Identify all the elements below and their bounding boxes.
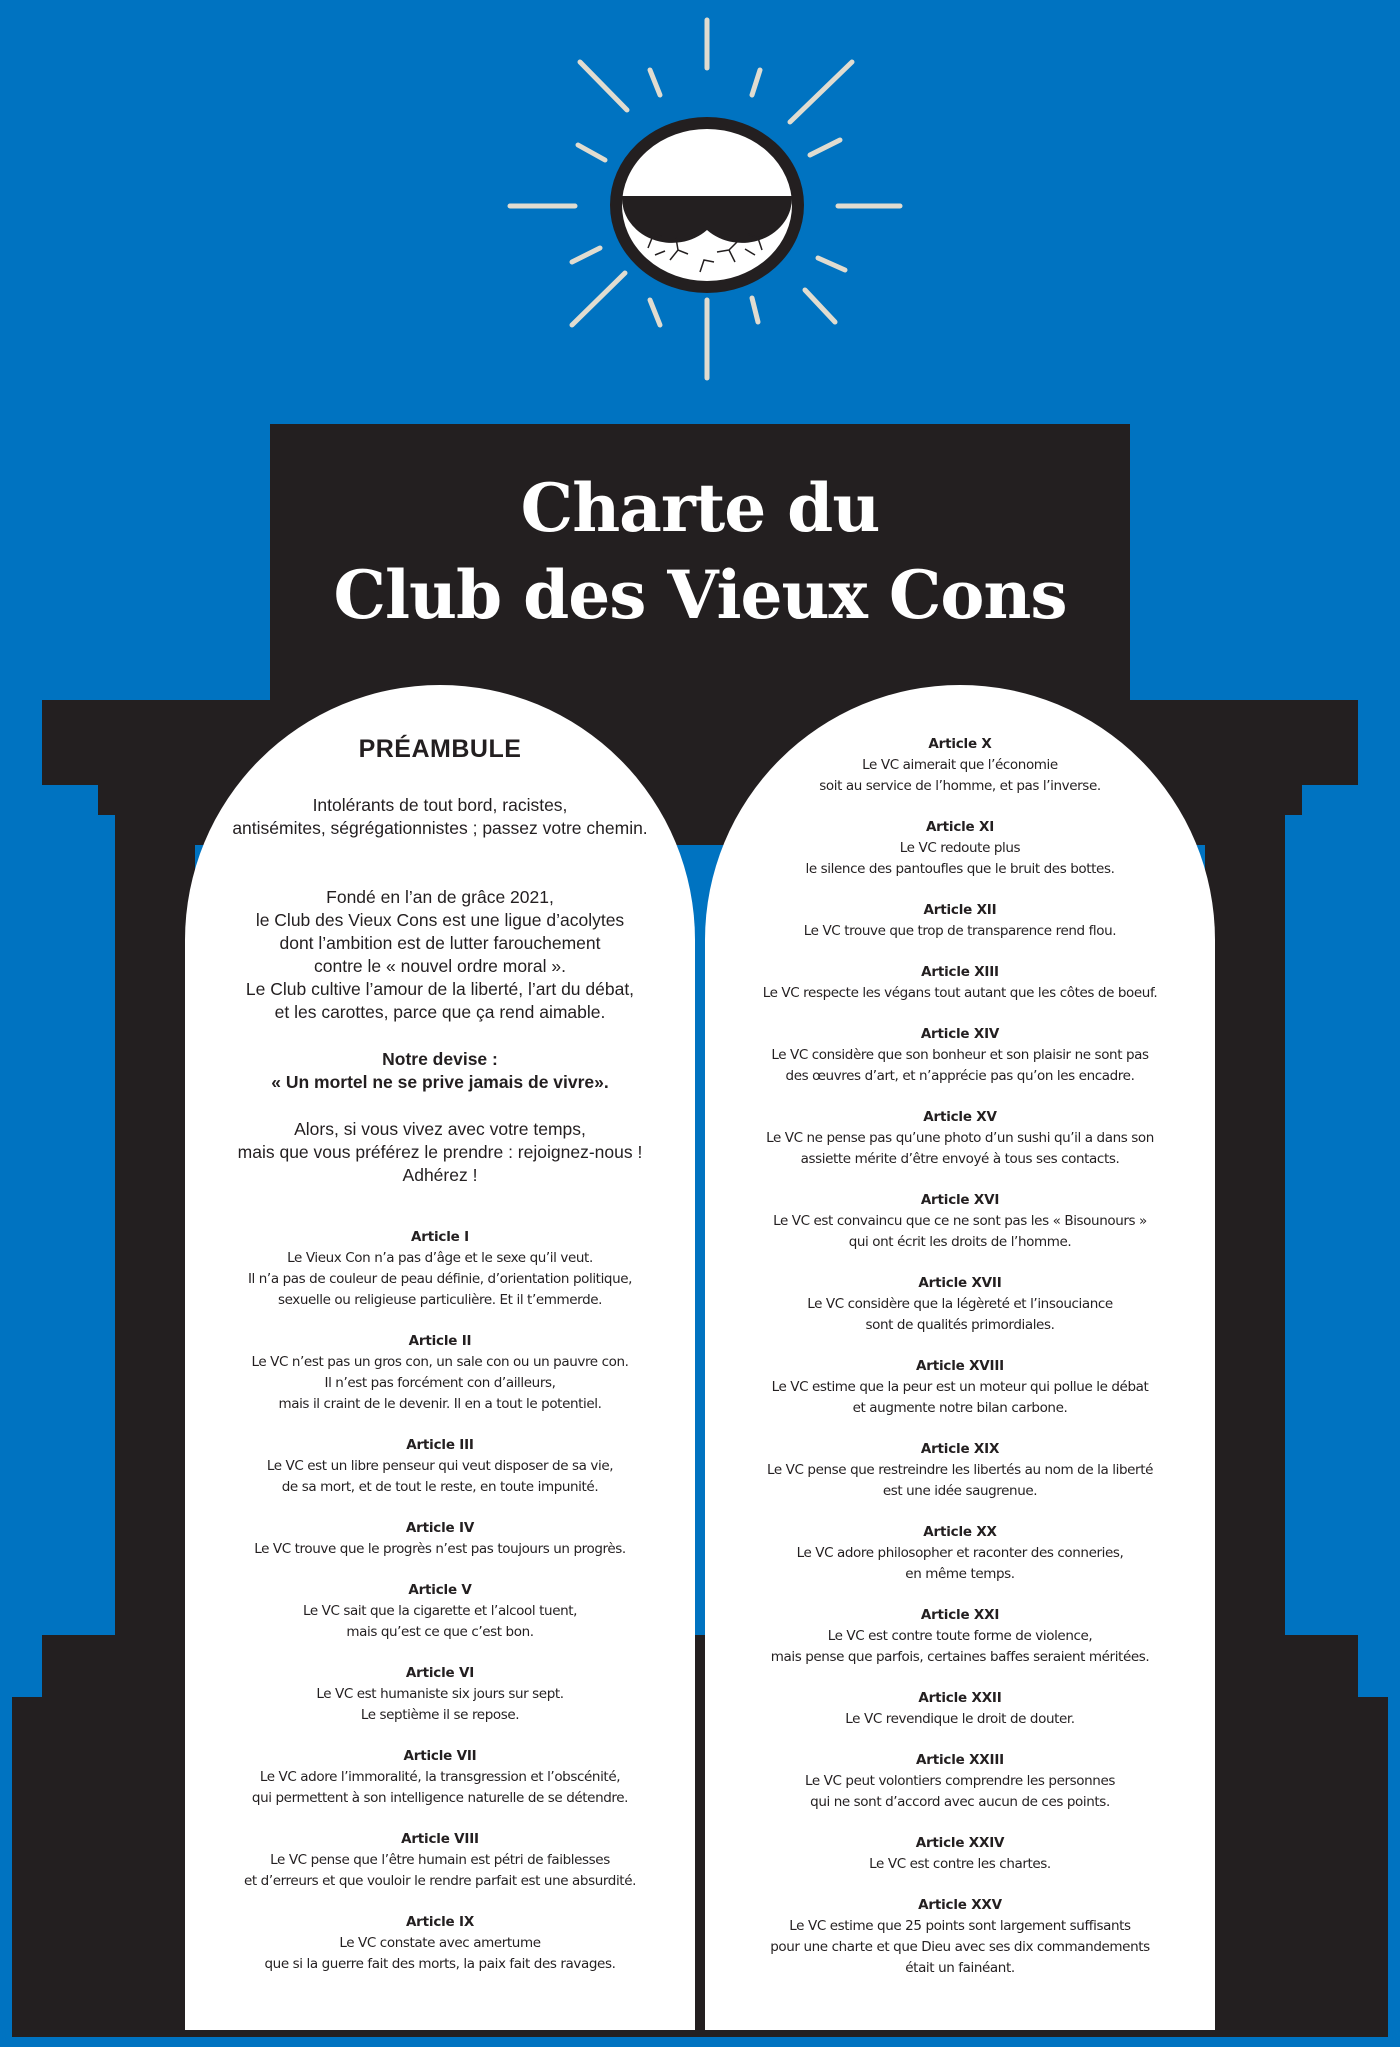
article-name: Article XVII [918,1275,1002,1291]
page-title-line2: Club des Vieux Cons [333,556,1067,634]
article-item [185,1912,695,1975]
article-item [705,1024,1215,1087]
article-text: Le VC estime que 25 points sont largement suffisants pour une charte et que Dieu avec ses dix commandements était un fainéant. [770,1918,1150,1976]
article-name: Article XVI [920,1192,1000,1208]
preamble-motto: Notre devise : « Un mortel ne se prive jamais de vivre». [271,1049,609,1092]
article-text: Le VC trouve que trop de transparence rend flou. [803,923,1117,939]
article-item [705,1356,1215,1419]
article-text: Le VC revendique le droit de douter. [845,1711,1075,1727]
article-text: Le Vieux Con n’a pas d’âge et le sexe qu’il veut. Il n’a pas de couleur de peau définie, d’orientation politique, sexuelle ou religieuse particulière. Et il t’emmerde. [247,1250,633,1308]
article-text: Le VC pense que restreindre les libertés au nom de la liberté est une idée saugrenue. [766,1462,1153,1499]
preamble-panel [185,735,695,1995]
article-item [705,817,1215,880]
article-name: Article I [411,1229,469,1245]
article-text: Le VC peut volontiers comprendre les personnes qui ne sont d’accord avec aucun de ces points. [805,1773,1115,1810]
article-text: Le VC est contre toute forme de violence, mais pense que parfois, certaines baffes seraient méritées. [770,1628,1150,1665]
article-text: Le VC redoute plus le silence des pantoufles que le bruit des bottes. [805,840,1115,877]
article-name: Article XII [923,902,997,918]
article-text: Le VC sait que la cigarette et l’alcool tuent, mais qu’est ce que c’est bon. [302,1603,578,1640]
article-name: Article III [406,1437,474,1453]
articles-panel-right [705,734,1215,1999]
article-item [185,1580,695,1643]
article-name: Article XX [923,1524,997,1540]
article-text: Le VC n’est pas un gros con, un sale con ou un pauvre con. Il n’est pas forcément con d’ailleurs, mais il craint de le devenir. Il en a tout le potentiel. [251,1354,629,1412]
article-text: Le VC considère que son bonheur et son plaisir ne sont pas des œuvres d’art, et n’apprécie pas qu’on les encadre. [771,1047,1149,1084]
article-item [705,900,1215,942]
articles-list-left [185,1227,695,1975]
article-name: Article XIV [920,1026,1000,1042]
eye-sun-icon [500,10,910,390]
article-item [185,1663,695,1726]
article-text: Le VC adore l’immoralité, la transgression et l’obscénité, qui permettent à son intelligence naturelle de se détendre. [251,1769,629,1806]
article-text: Le VC pense que l’être humain est pétri de faiblesses et d’erreurs et que vouloir le rendre parfait est une absurdité. [243,1852,636,1889]
right-column [1205,845,1285,1645]
article-name: Article XIII [921,964,999,980]
article-name: Article VI [405,1665,475,1681]
preamble-call-to-action: Alors, si vous vivez avec votre temps, mais que vous préférez le prendre : rejoignez-nous ! Adhérez ! [237,1119,643,1185]
article-item [185,1435,695,1498]
article-text: Le VC est humaniste six jours sur sept. Le septième il se repose. [316,1686,564,1723]
left-column [115,845,195,1645]
article-item [705,1605,1215,1668]
article-item [705,1273,1215,1336]
article-item [705,1688,1215,1730]
articles-list-right [705,734,1215,1979]
article-item [705,1522,1215,1585]
article-text: Le VC est contre les chartes. [869,1856,1051,1872]
article-name: Article II [408,1333,472,1349]
article-text: Le VC respecte les végans tout autant que les côtes de boeuf. [762,985,1158,1001]
article-name: Article XXV [918,1897,1002,1913]
article-item [705,1833,1215,1875]
article-text: Le VC est un libre penseur qui veut disposer de sa vie, de sa mort, et de tout le reste, en toute impunité. [266,1458,614,1495]
article-item [185,1518,695,1560]
article-name: Article XVIII [916,1358,1004,1374]
article-text: Le VC considère que la légèreté et l’insouciance sont de qualités primordiales. [807,1296,1113,1333]
article-text: Le VC constate avec amertume que si la guerre fait des morts, la paix fait des ravages. [264,1935,616,1972]
article-name: Article XXIII [916,1752,1004,1768]
page-title-line1: Charte du [520,469,880,547]
article-item [185,1331,695,1415]
article-item [185,1829,695,1892]
article-name: Article IV [405,1520,475,1536]
article-text: Le VC adore philosopher et raconter des conneries, en même temps. [796,1545,1124,1582]
article-name: Article XIX [920,1441,1000,1457]
article-name: Article XXI [920,1607,1000,1623]
article-name: Article XXIV [915,1835,1005,1851]
article-text: Le VC estime que la peur est un moteur qui pollue le débat et augmente notre bilan carbone. [771,1379,1149,1416]
article-text: Le VC trouve que le progrès n’est pas toujours un progrès. [254,1541,626,1557]
article-name: Article V [408,1582,472,1598]
article-name: Article VIII [401,1831,479,1847]
temple-pediment [270,424,1130,714]
article-text: Le VC aimerait que l’économie soit au service de l’homme, et pas l’inverse. [819,757,1101,794]
article-text: Le VC ne pense pas qu’une photo d’un sushi qu’il a dans son assiette mérite d’être envoyé à tous ses contacts. [766,1130,1154,1167]
preamble-foundation: Fondé en l’an de grâce 2021, le Club des Vieux Cons est une ligue d’acolytes dont l’ambition est de lutter farouchement contre le « nouvel ordre moral ». Le Club cultive l’amour de la liberté, l’art du débat, et les carottes, parce que ça rend aimable. [245,887,635,1022]
article-item [705,1895,1215,1979]
article-item [705,1190,1215,1253]
article-item [185,1746,695,1809]
article-item [705,1439,1215,1502]
article-name: Article XXII [918,1690,1002,1706]
preamble-title: PRÉAMBULE [358,735,522,763]
article-name: Article XV [923,1109,997,1125]
article-item [705,734,1215,797]
article-name: Article VII [403,1748,477,1764]
article-item [705,962,1215,1004]
article-item [185,1227,695,1311]
article-name: Article IX [405,1914,475,1930]
article-text: Le VC est convaincu que ce ne sont pas les « Bisounours » qui ont écrit les droits de l’homme. [773,1213,1147,1250]
preamble-intro: Intolérants de tout bord, racistes, antisémites, ségrégationnistes ; passez votre chemin. [232,795,648,838]
article-name: Article X [928,736,992,752]
article-item [705,1750,1215,1813]
article-item [705,1107,1215,1170]
article-name: Article XI [925,819,995,835]
